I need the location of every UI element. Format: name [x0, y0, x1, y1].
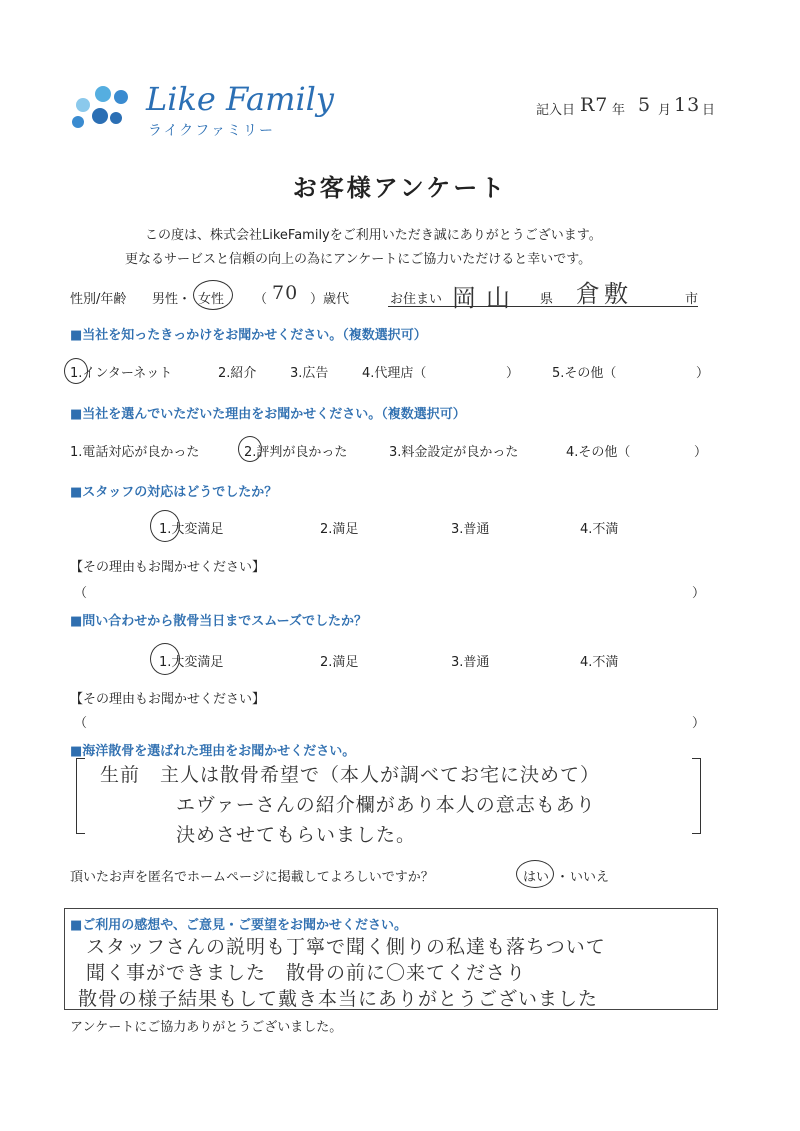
- feedback-answer-line-2[interactable]: 聞く事ができました 散骨の前に〇来てくださり: [86, 962, 527, 984]
- q4-option-very-satisfied[interactable]: 1.大変満足: [159, 655, 224, 670]
- age-open-paren: （: [254, 292, 268, 307]
- prefecture-value[interactable]: 岡山: [452, 284, 520, 312]
- address-label: お住まい: [390, 292, 443, 307]
- q3-title: ■スタッフの対応はどうでしたか？: [70, 485, 278, 500]
- q2-option-other[interactable]: 4.その他（: [566, 445, 631, 460]
- address-underline: [388, 306, 698, 307]
- city-suffix: 市: [685, 292, 699, 307]
- q3-option-very-satisfied[interactable]: 1.大変満足: [159, 522, 224, 537]
- q1-option-agency[interactable]: 4.代理店（: [362, 366, 427, 381]
- age-close-paren: ）歳代: [310, 292, 350, 307]
- q5-answer-line-1[interactable]: 生前 主人は散骨希望で（本人が調べてお宅に決めて）: [100, 764, 601, 786]
- q1-option-other[interactable]: 5.その他（: [552, 366, 617, 381]
- q1-option-ad[interactable]: 3.広告: [290, 366, 329, 381]
- q2-other-close: ）: [694, 445, 708, 460]
- page-title: お客様アンケート: [292, 174, 508, 202]
- logo-mark-icon: [95, 86, 111, 102]
- prefecture-suffix: 県: [540, 292, 554, 307]
- feedback-answer-line-3[interactable]: 散骨の様子結果もして戴き本当にありがとうございました: [78, 988, 599, 1010]
- logo-kana: ライクファミリー: [148, 123, 276, 139]
- q1-title: ■当社を知ったきっかけをお聞かせください。（複数選択可）: [70, 328, 427, 343]
- date-year-unit: 年: [612, 103, 626, 118]
- logo-mark-icon: [114, 90, 128, 104]
- city-value[interactable]: 倉敷: [576, 280, 632, 308]
- date-month: 5: [638, 94, 652, 116]
- date-label: 記入日: [536, 103, 576, 118]
- date-day: 13: [674, 94, 701, 116]
- q1-option-referral[interactable]: 2.紹介: [218, 366, 257, 381]
- q5-bracket-left: [76, 758, 85, 834]
- gender-female-option[interactable]: 女性: [198, 292, 225, 307]
- q4-option-dissatisfied[interactable]: 4.不満: [580, 655, 619, 670]
- q3-reason-label: 【その理由もお聞かせください】: [70, 560, 266, 575]
- female-selected-circle: [193, 280, 233, 310]
- publish-question: 頂いたお声を匿名でホームページに掲載してよろしいですか？: [70, 870, 434, 885]
- q4-title: ■問い合わせから散骨当日までスムーズでしたか？: [70, 614, 367, 629]
- publish-yes-circle: [516, 860, 554, 888]
- q1-selected-circle: [64, 358, 88, 384]
- q2-title: ■当社を選んでいただいた理由をお聞かせください。（複数選択可）: [70, 407, 466, 422]
- age-value[interactable]: 70: [272, 282, 299, 304]
- q3-reason-close: ）: [692, 586, 706, 601]
- logo-name: Like Family: [146, 80, 334, 118]
- logo-mark-icon: [76, 98, 90, 112]
- q1-option-internet[interactable]: 1.インターネット: [70, 366, 173, 381]
- q4-reason-open: （: [74, 716, 88, 731]
- gender-age-label: 性別/年齢: [70, 292, 127, 307]
- q5-answer-line-2[interactable]: エヴァーさんの紹介欄があり本人の意志もあり: [176, 794, 596, 816]
- q3-selected-circle: [150, 510, 180, 542]
- publish-yes-option[interactable]: はい: [523, 870, 550, 885]
- q1-agency-close: ）: [506, 366, 520, 381]
- q4-option-neutral[interactable]: 3.普通: [451, 655, 490, 670]
- q4-option-satisfied[interactable]: 2.満足: [320, 655, 359, 670]
- feedback-answer-line-1[interactable]: スタッフさんの説明も丁寧で聞く側りの私達も落ちついて: [86, 936, 606, 958]
- q4-reason-label: 【その理由もお聞かせください】: [70, 692, 266, 707]
- q5-title: ■海洋散骨を選ばれた理由をお聞かせください。: [70, 744, 356, 759]
- q2-option-price[interactable]: 3.料金設定が良かった: [389, 445, 519, 460]
- q2-option-phone[interactable]: 1.電話対応が良かった: [70, 445, 200, 460]
- q3-option-satisfied[interactable]: 2.満足: [320, 522, 359, 537]
- date-era: R7: [580, 94, 609, 116]
- logo-mark-icon: [72, 116, 84, 128]
- logo-mark-icon: [110, 112, 122, 124]
- footer-thanks: アンケートにご協力ありがとうございました。: [70, 1020, 343, 1035]
- logo-mark-icon: [92, 108, 108, 124]
- q5-bracket-right: [692, 758, 701, 834]
- q5-answer-line-3[interactable]: 決めさせてもらいました。: [176, 824, 417, 846]
- publish-separator: ・: [556, 870, 570, 885]
- publish-no-option[interactable]: いいえ: [570, 870, 610, 885]
- q1-other-close: ）: [696, 366, 710, 381]
- q4-reason-close: ）: [692, 716, 706, 731]
- date-month-unit: 月: [658, 103, 672, 118]
- q3-reason-open: （: [74, 586, 88, 601]
- q3-option-dissatisfied[interactable]: 4.不満: [580, 522, 619, 537]
- intro-line-2: 更なるサービスと信頼の向上の為にアンケートにご協力いただけると幸いです。: [125, 252, 592, 267]
- date-day-unit: 日: [702, 103, 716, 118]
- q2-selected-circle: [238, 436, 262, 462]
- q3-option-neutral[interactable]: 3.普通: [451, 522, 490, 537]
- gender-male-option[interactable]: 男性・: [152, 292, 192, 307]
- intro-line-1: この度は、株式会社LikeFamilyをご利用いただき誠にありがとうございます。: [145, 228, 602, 243]
- q2-option-reputation[interactable]: 2.評判が良かった: [244, 445, 348, 460]
- q4-selected-circle: [150, 643, 180, 675]
- feedback-title: ■ご利用の感想や、ご意見・ご要望をお聞かせください。: [70, 918, 408, 933]
